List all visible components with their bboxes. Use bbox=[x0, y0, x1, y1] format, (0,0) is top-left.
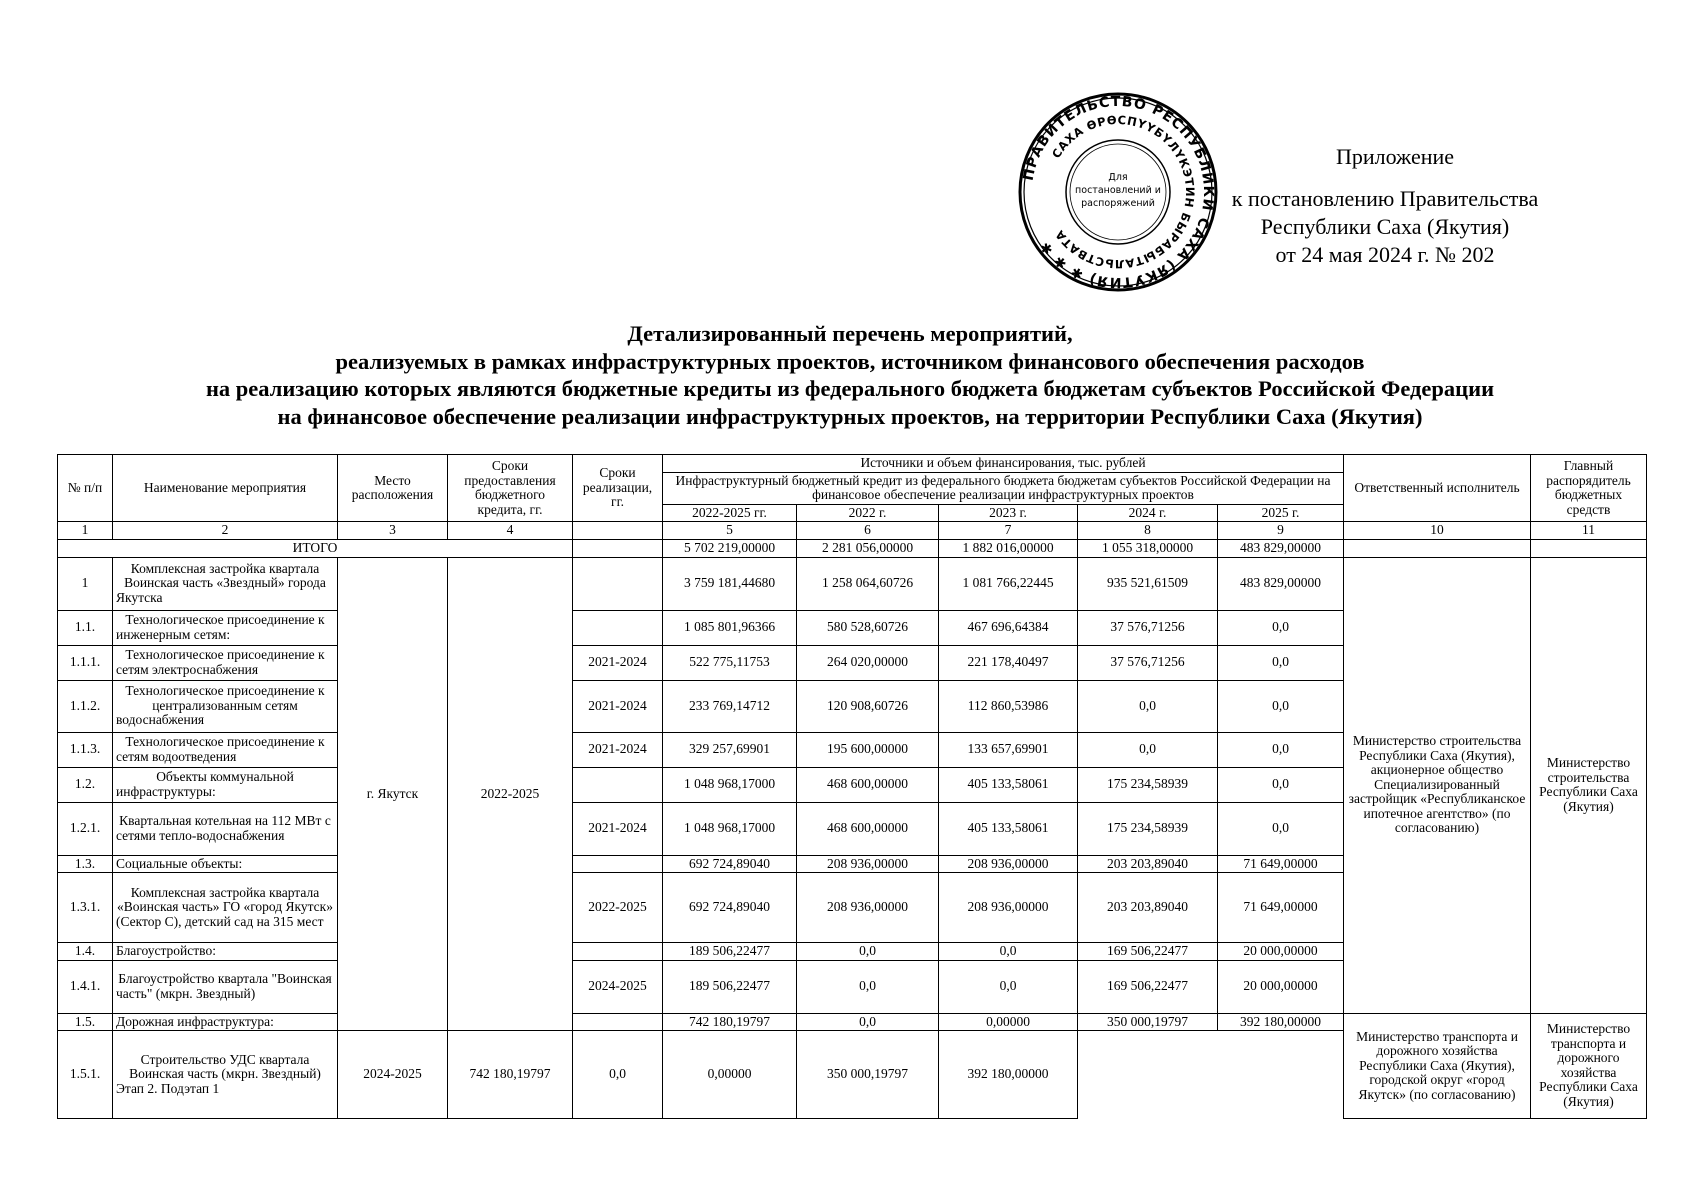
row-value: 0,0 bbox=[1078, 732, 1218, 767]
row-value: 580 528,60726 bbox=[797, 610, 939, 645]
row-value: 483 829,00000 bbox=[1218, 557, 1344, 610]
total-row bbox=[58, 539, 1647, 557]
row-value: 71 649,00000 bbox=[1218, 855, 1344, 873]
row-value: 169 506,22477 bbox=[1078, 960, 1218, 1013]
row-value: 350 000,19797 bbox=[797, 1031, 939, 1119]
row-impl: 2021-2024 bbox=[573, 802, 663, 855]
row-value: 175 234,58939 bbox=[1078, 802, 1218, 855]
header-funding: Источники и объем финансирования, тыс. рублей bbox=[663, 455, 1344, 473]
row-value: 189 506,22477 bbox=[663, 943, 797, 961]
row-num: 1.5. bbox=[58, 1013, 113, 1031]
col-number: 1 bbox=[58, 522, 113, 540]
header-num: № п/п bbox=[58, 455, 113, 522]
row-value: 233 769,14712 bbox=[663, 680, 797, 732]
row-value: 0,0 bbox=[797, 1013, 939, 1031]
col-number: 7 bbox=[939, 522, 1078, 540]
row-value: 468 600,00000 bbox=[797, 767, 939, 802]
row-value: 522 775,11753 bbox=[663, 645, 797, 680]
col-number: 11 bbox=[1531, 522, 1647, 540]
row-num: 1 bbox=[58, 557, 113, 610]
row-value: 467 696,64384 bbox=[939, 610, 1078, 645]
header-credit-terms: Сроки предоставления бюджетного кредита, гг. bbox=[448, 455, 573, 522]
row-value: 692 724,89040 bbox=[663, 855, 797, 873]
row-impl bbox=[573, 610, 663, 645]
stamp-center-line-1: Для bbox=[1108, 172, 1128, 183]
row-value: 208 936,00000 bbox=[939, 855, 1078, 873]
manager-cell-2: Министерство транспорта и дорожного хозяйства Республики Саха (Якутия) bbox=[1531, 1013, 1647, 1119]
row-name: Строительство УДС квартала Воинская часть (мкрн. Звездный) Этап 2. Подэтап 1 bbox=[113, 1031, 338, 1119]
stamp-outer-text: ПРАВИТЕЛЬСТВО РЕСПУБЛИКИ САХА (ЯКУТИЯ) ✱ ✱ ✱ bbox=[1020, 93, 1217, 291]
row-num: 1.3. bbox=[58, 855, 113, 873]
stamp-center-line-2: постановлений и bbox=[1075, 185, 1161, 196]
total-label: ИТОГО bbox=[58, 539, 573, 557]
row-impl: 2024-2025 bbox=[338, 1031, 448, 1119]
row-name: Дорожная инфраструктура: bbox=[113, 1013, 338, 1031]
col-number: 4 bbox=[448, 522, 573, 540]
row-value: 0,0 bbox=[939, 943, 1078, 961]
row-num: 1.1.3. bbox=[58, 732, 113, 767]
row-value: 195 600,00000 bbox=[797, 732, 939, 767]
row-value: 1 258 064,60726 bbox=[797, 557, 939, 610]
row-num: 1.1.1. bbox=[58, 645, 113, 680]
header-executor: Ответственный исполнитель bbox=[1344, 455, 1531, 522]
header-place: Место расположения bbox=[338, 455, 448, 522]
row-name: Квартальная котельная на 112 МВт с сетями тепло-водоснабжения bbox=[113, 802, 338, 855]
document-title bbox=[60, 320, 1640, 430]
row-value: 405 133,58061 bbox=[939, 767, 1078, 802]
col-number: 6 bbox=[797, 522, 939, 540]
col-number: 2 bbox=[113, 522, 338, 540]
col-number: 10 bbox=[1344, 522, 1531, 540]
total-value: 1 055 318,00000 bbox=[1078, 539, 1218, 557]
row-impl bbox=[573, 1013, 663, 1031]
table-row bbox=[58, 1013, 1647, 1031]
row-value: 133 657,69901 bbox=[939, 732, 1078, 767]
row-value: 208 936,00000 bbox=[797, 873, 939, 943]
row-value: 71 649,00000 bbox=[1218, 873, 1344, 943]
appendix-title: Приложение bbox=[1335, 144, 1455, 169]
row-value: 350 000,19797 bbox=[1078, 1013, 1218, 1031]
col-number: 9 bbox=[1218, 522, 1344, 540]
row-value: 0,0 bbox=[1218, 802, 1344, 855]
row-name: Технологическое присоединение к инженерным сетям: bbox=[113, 610, 338, 645]
row-num: 1.5.1. bbox=[58, 1031, 113, 1119]
official-stamp bbox=[1018, 92, 1218, 292]
row-name: Комплексная застройка квартала «Воинская часть» ГО «город Якутск» (Сектор С), детский сад на 315 мест bbox=[113, 873, 338, 943]
col-number: 5 bbox=[663, 522, 797, 540]
row-value: 203 203,89040 bbox=[1078, 873, 1218, 943]
col-number: 8 bbox=[1078, 522, 1218, 540]
row-name: Технологическое присоединение к сетям водоотведения bbox=[113, 732, 338, 767]
row-impl: 2024-2025 bbox=[573, 960, 663, 1013]
row-value: 20 000,00000 bbox=[1218, 960, 1344, 1013]
row-value: 0,00000 bbox=[939, 1013, 1078, 1031]
row-value: 175 234,58939 bbox=[1078, 767, 1218, 802]
row-name: Социальные объекты: bbox=[113, 855, 338, 873]
row-value: 189 506,22477 bbox=[663, 960, 797, 1013]
row-impl: 2021-2024 bbox=[573, 680, 663, 732]
row-impl bbox=[573, 943, 663, 961]
header-year-2023: 2023 г. bbox=[939, 504, 1078, 522]
header-impl-terms: Сроки реализации, гг. bbox=[573, 455, 663, 522]
row-num: 1.2.1. bbox=[58, 802, 113, 855]
row-value: 0,0 bbox=[1218, 732, 1344, 767]
row-value: 0,0 bbox=[1218, 680, 1344, 732]
row-value: 120 908,60726 bbox=[797, 680, 939, 732]
row-value: 1 048 968,17000 bbox=[663, 802, 797, 855]
row-name: Комплексная застройка квартала Воинская часть «Звездный» города Якутска bbox=[113, 557, 338, 610]
row-name: Благоустройство квартала "Воинская часть" (мкрн. Звездный) bbox=[113, 960, 338, 1013]
row-impl bbox=[573, 557, 663, 610]
credit-terms-cell: 2022-2025 bbox=[448, 557, 573, 1031]
row-num: 1.1. bbox=[58, 610, 113, 645]
row-value: 1 048 968,17000 bbox=[663, 767, 797, 802]
row-name: Технологическое присоединение к сетям электроснабжения bbox=[113, 645, 338, 680]
measures-table bbox=[57, 454, 1647, 1119]
row-value: 0,0 bbox=[1078, 680, 1218, 732]
total-value: 5 702 219,00000 bbox=[663, 539, 797, 557]
row-name: Технологическое присоединение к централизованным сетям водоснабжения bbox=[113, 680, 338, 732]
row-value: 329 257,69901 bbox=[663, 732, 797, 767]
row-value: 0,00000 bbox=[663, 1031, 797, 1119]
row-value: 112 860,53986 bbox=[939, 680, 1078, 732]
stamp-inner-text: САХА ӨРӨСПҮҮБҮЛҮКЭТИН БЫРАБЫТАЛЬСТВАТА bbox=[1049, 112, 1198, 272]
row-name: Объекты коммунальной инфраструктуры: bbox=[113, 767, 338, 802]
table-row bbox=[58, 557, 1647, 610]
row-impl: 2021-2024 bbox=[573, 732, 663, 767]
row-value: 169 506,22477 bbox=[1078, 943, 1218, 961]
row-value: 692 724,89040 bbox=[663, 873, 797, 943]
row-value: 203 203,89040 bbox=[1078, 855, 1218, 873]
row-value: 468 600,00000 bbox=[797, 802, 939, 855]
row-value: 20 000,00000 bbox=[1218, 943, 1344, 961]
total-manager bbox=[1531, 539, 1647, 557]
header-name: Наименование мероприятия bbox=[113, 455, 338, 522]
row-value: 405 133,58061 bbox=[939, 802, 1078, 855]
header-manager: Главный распорядитель бюджетных средств bbox=[1531, 455, 1647, 522]
row-value: 1 081 766,22445 bbox=[939, 557, 1078, 610]
row-value: 0,0 bbox=[1218, 645, 1344, 680]
title-line-4: на финансовое обеспечение реализации инфраструктурных проектов, на территории Республики Саха (Якутия) bbox=[277, 403, 1423, 429]
total-value: 2 281 056,00000 bbox=[797, 539, 939, 557]
row-impl: 2021-2024 bbox=[573, 645, 663, 680]
row-num: 1.1.2. bbox=[58, 680, 113, 732]
appendix-line-1: к постановлению Правительства bbox=[1231, 186, 1539, 211]
place-cell: г. Якутск bbox=[338, 557, 448, 1031]
row-num: 1.2. bbox=[58, 767, 113, 802]
total-executor bbox=[1344, 539, 1531, 557]
stamp-center-line-3: распоряжений bbox=[1081, 198, 1155, 209]
row-value: 742 180,19797 bbox=[663, 1013, 797, 1031]
row-num: 1.3.1. bbox=[58, 873, 113, 943]
header-year-total: 2022-2025 гг. bbox=[663, 504, 797, 522]
total-value: 483 829,00000 bbox=[1218, 539, 1344, 557]
row-value: 0,0 bbox=[573, 1031, 663, 1119]
executor-cell-2: Министерство транспорта и дорожного хозяйства Республики Саха (Якутия), городской округ «город Якутск» (по согласованию) bbox=[1344, 1013, 1531, 1119]
row-value: 221 178,40497 bbox=[939, 645, 1078, 680]
row-value: 264 020,00000 bbox=[797, 645, 939, 680]
row-value: 208 936,00000 bbox=[797, 855, 939, 873]
row-value: 935 521,61509 bbox=[1078, 557, 1218, 610]
total-value: 1 882 016,00000 bbox=[939, 539, 1078, 557]
header-year-2022: 2022 г. bbox=[797, 504, 939, 522]
row-value: 392 180,00000 bbox=[1218, 1013, 1344, 1031]
row-value: 3 759 181,44680 bbox=[663, 557, 797, 610]
executor-cell: Министерство строительства Республики Саха (Якутия), акционерное общество Специализированный застройщик «Республиканское ипотечное агентство» (по согласованию) bbox=[1344, 557, 1531, 1013]
row-value: 392 180,00000 bbox=[939, 1031, 1078, 1119]
header-year-2025: 2025 г. bbox=[1218, 504, 1344, 522]
row-value: 37 576,71256 bbox=[1078, 610, 1218, 645]
row-impl: 2022-2025 bbox=[573, 873, 663, 943]
row-impl bbox=[573, 767, 663, 802]
row-name: Благоустройство: bbox=[113, 943, 338, 961]
row-value: 742 180,19797 bbox=[448, 1031, 573, 1119]
col-number: 3 bbox=[338, 522, 448, 540]
appendix-line-2: Республики Саха (Якутия) bbox=[1260, 214, 1510, 239]
title-line-2: реализуемых в рамках инфраструктурных проектов, источником финансового обеспечения расходов bbox=[335, 348, 1365, 374]
header-year-2024: 2024 г. bbox=[1078, 504, 1218, 522]
row-impl bbox=[573, 855, 663, 873]
row-num: 1.4. bbox=[58, 943, 113, 961]
header-credit-source: Инфраструктурный бюджетный кредит из федерального бюджета бюджетам субъектов Российской Федерации на финансовое обеспечение реализации инфраструктурных проектов bbox=[663, 472, 1344, 504]
row-value: 208 936,00000 bbox=[939, 873, 1078, 943]
row-value: 0,0 bbox=[797, 960, 939, 1013]
row-num: 1.4.1. bbox=[58, 960, 113, 1013]
appendix-line-3: от 24 мая 2024 г. № 202 bbox=[1275, 242, 1495, 267]
appendix-block bbox=[1190, 143, 1580, 269]
row-value: 0,0 bbox=[939, 960, 1078, 1013]
col-number bbox=[573, 522, 663, 540]
row-value: 1 085 801,96366 bbox=[663, 610, 797, 645]
row-value: 0,0 bbox=[1218, 767, 1344, 802]
row-value: 0,0 bbox=[797, 943, 939, 961]
manager-cell: Министерство строительства Республики Саха (Якутия) bbox=[1531, 557, 1647, 1013]
row-value: 0,0 bbox=[1218, 610, 1344, 645]
row-value: 37 576,71256 bbox=[1078, 645, 1218, 680]
title-line-3: на реализацию которых являются бюджетные кредиты из федерального бюджета бюджетам субъектов Российской Федерации bbox=[205, 376, 1495, 401]
total-impl bbox=[573, 539, 663, 557]
title-line-1: Детализированный перечень мероприятий, bbox=[627, 321, 1073, 346]
